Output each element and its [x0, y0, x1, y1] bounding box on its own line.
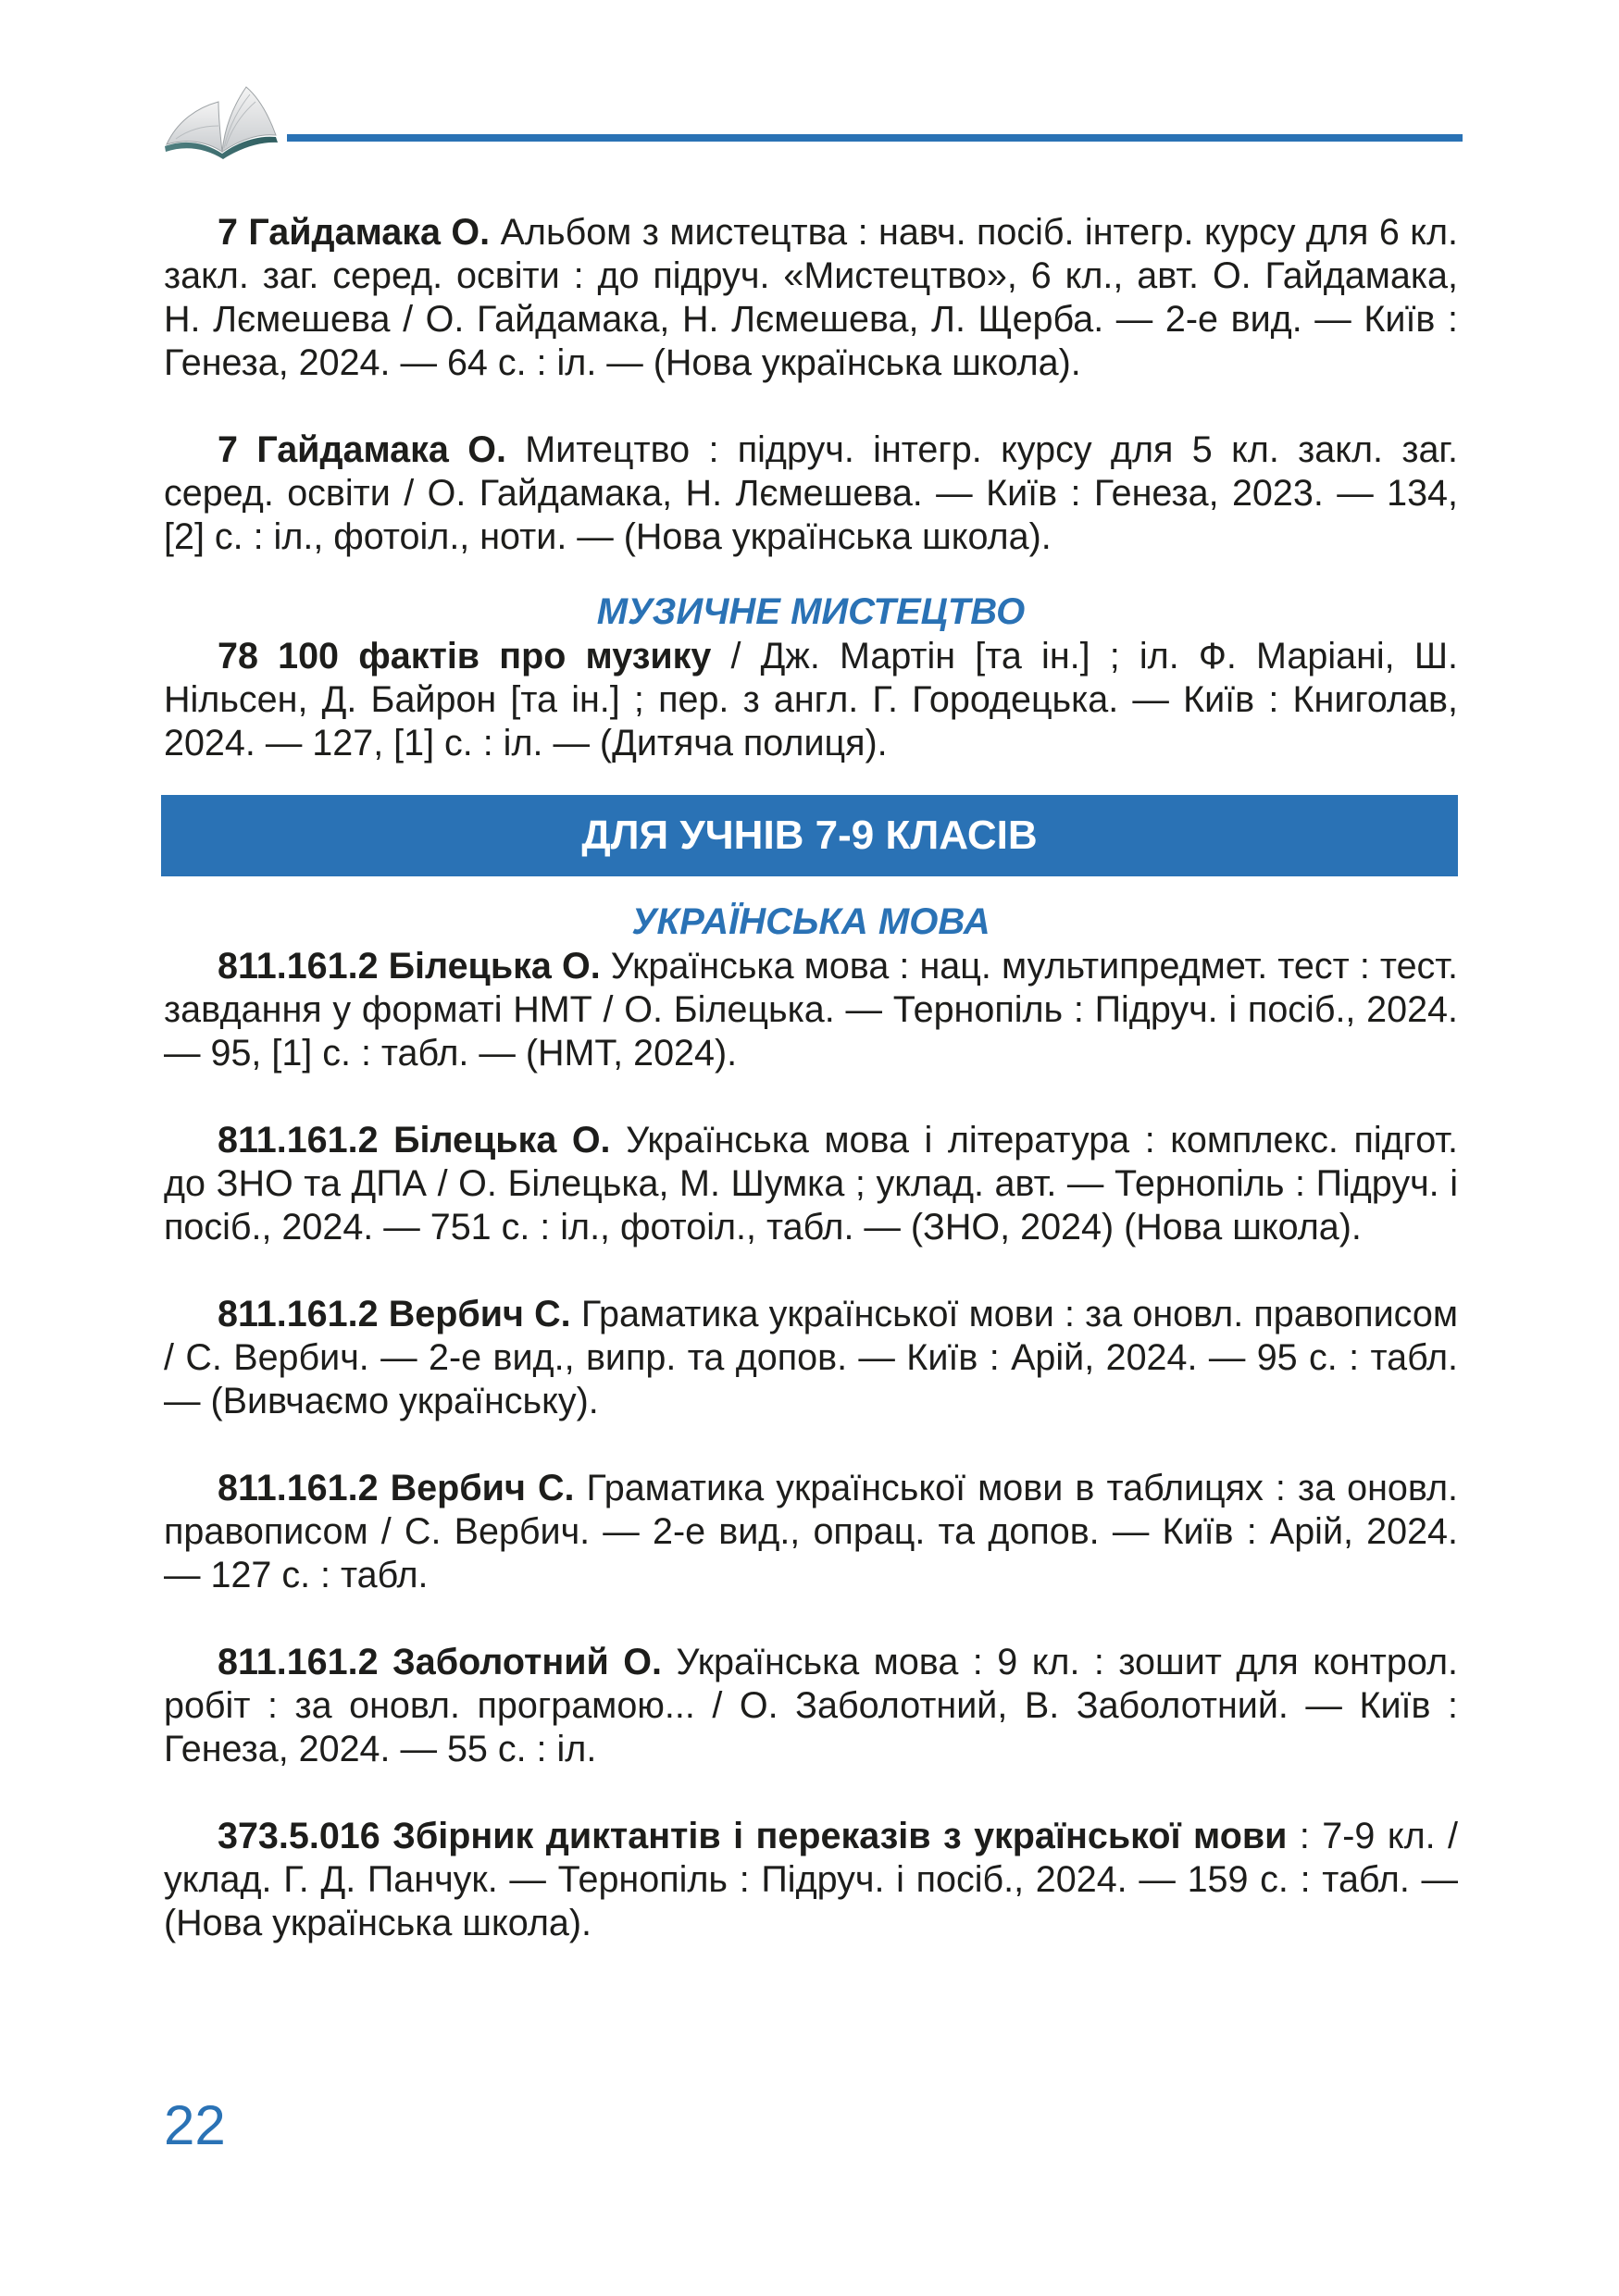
- bib-entry: [164, 635, 1458, 765]
- entry-text: Граматика української мови : за оновл. правописом / С. Вербич. — 2-е вид., випр. та допов. — Київ : Арій, 2024. — 95 с. : табл. — (Вивчаємо українську).: [164, 1294, 1458, 1421]
- bib-entry: [164, 945, 1458, 1075]
- bib-entry: [164, 1641, 1458, 1771]
- entry-text: / Дж. Мартін [та ін.] ; іл. Ф. Маріані, Ш. Нільсен, Д. Байрон [та ін.] ; пер. з англ. Г. Городецька. — Київ : Книголав, 2024. — 127, [1] с. : іл. — (Дитяча полиця).: [164, 636, 1458, 763]
- entry-text: Граматика української мови в таблицях : за оновл. правописом / С. Вербич. — 2-е вид., опрац. та допов. — Київ : Арій, 2024. — 127 с. : табл.: [164, 1468, 1458, 1595]
- bib-entry: [164, 1467, 1458, 1597]
- open-book-icon: [157, 74, 282, 167]
- page-header: [157, 74, 1463, 167]
- section-title-ukrainian: УКРАЇНСЬКА МОВА: [631, 901, 990, 942]
- entry-heading: 78 100 фактів про музику: [218, 636, 712, 676]
- entry-heading: 7 Гайдамака О.: [218, 429, 506, 470]
- page-content: [164, 211, 1458, 1989]
- entry-heading: 811.161.2 Вербич С.: [218, 1294, 571, 1334]
- grade-banner: ДЛЯ УЧНІВ 7-9 КЛАСІВ: [161, 795, 1458, 876]
- entry-text: Українська мова : нац. мультипредмет. тест : тест. завдання у форматі НМТ / О. Білецька. — Тернопіль : Підруч. і посіб., 2024. — 95, [1] с. : табл. — (НМТ, 2024).: [164, 946, 1458, 1074]
- entry-heading: 811.161.2 Білецька О.: [218, 946, 601, 987]
- entry-heading: 7 Гайдамака О.: [218, 212, 491, 253]
- entry-text: Українська мова : 9 кл. : зошит для контрол. робіт : за оновл. програмою... / О. Заболотний, В. Заболотний. — Київ : Генеза, 2024. — 55 с. : іл.: [164, 1642, 1458, 1769]
- bib-entry: [164, 428, 1458, 559]
- bib-entry: [164, 1119, 1458, 1249]
- header-rule: [287, 134, 1463, 142]
- bib-entry: [164, 1293, 1458, 1423]
- page-number: 22: [164, 2094, 226, 2156]
- entry-heading: 373.5.016 Збірник диктантів і переказів з української мови: [218, 1816, 1288, 1856]
- entry-text: Альбом з мистецтва : навч. посіб. інтегр. курсу для 6 кл. закл. заг. серед. освіти : до підруч. «Мистецтво», 6 кл., авт. О. Гайдамака, Н. Лємешева / О. Гайдамака, Н. Лємешева, Л. Щерба. — 2-е вид. — Київ : Генеза, 2024. — 64 с. : іл. — (Нова українська школа).: [164, 212, 1458, 383]
- entry-heading: 811.161.2 Заболотний О.: [218, 1642, 662, 1682]
- entry-text: Українська мова і література : комплекс. підгот. до ЗНО та ДПА / О. Білецька, М. Шумка ; уклад. авт. — Тернопіль : Підруч. і посіб., 2024. — 751 с. : іл., фотоіл., табл. — (ЗНО, 2024) (Нова школа).: [164, 1120, 1458, 1247]
- entry-heading: 811.161.2 Білецька О.: [218, 1120, 611, 1160]
- bib-entry: [164, 1815, 1458, 1945]
- entry-text: Митецтво : підруч. інтегр. курсу для 5 кл. закл. заг. серед. освіти / О. Гайдамака, Н. Лємешева. — Київ : Генеза, 2023. — 134, [2] с. : іл., фотоіл., ноти. — (Нова українська школа).: [164, 429, 1458, 557]
- entry-text: : 7-9 кл. / уклад. Г. Д. Панчук. — Тернопіль : Підруч. і посіб., 2024. — 159 с. : табл. — (Нова українська школа).: [164, 1816, 1459, 1943]
- bib-entry: [164, 211, 1458, 385]
- section-title-music: МУЗИЧНЕ МИСТЕЦТВО: [596, 591, 1026, 632]
- entry-heading: 811.161.2 Вербич С.: [218, 1468, 575, 1508]
